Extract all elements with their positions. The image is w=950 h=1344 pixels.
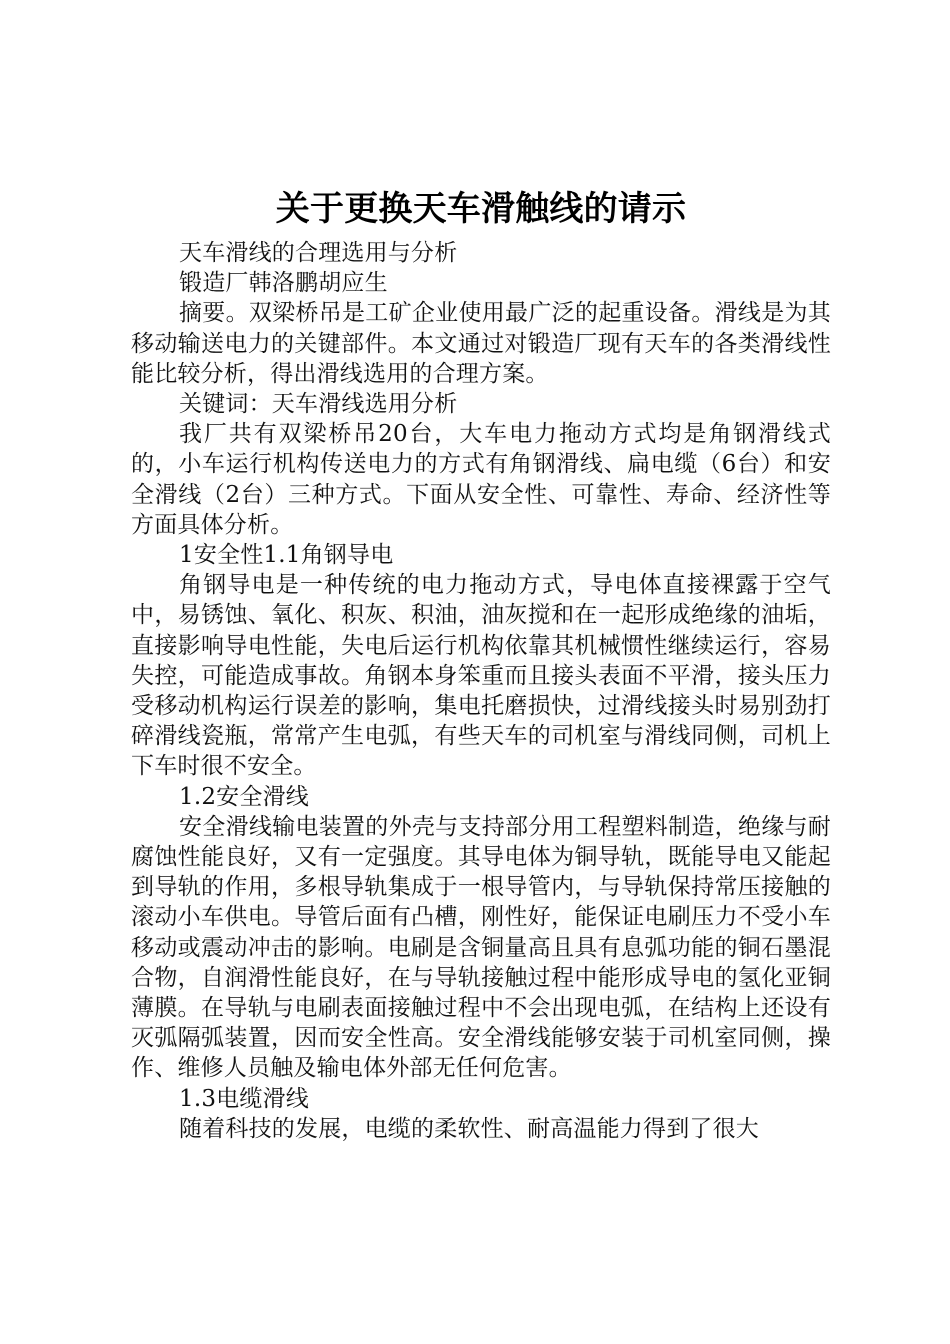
subtitle: 天车滑线的合理选用与分析 — [179, 240, 458, 266]
section-heading-1-3: 1.3电缆滑线 — [179, 1085, 309, 1112]
keywords: 关键词：天车滑线选用分析 — [179, 391, 458, 418]
authors: 锻造厂韩洛鹏胡应生 — [179, 270, 388, 297]
section-heading-1-2: 1.2安全滑线 — [179, 783, 309, 810]
abstract-paragraph: 摘要。双梁桥吊是工矿企业使用最广泛的起重设备。滑线是为其移动输送电力的关键部件。本文通过对锻造厂现有天车的各类滑线性能比较分析，得出滑线选用的合理方案。 — [131, 300, 831, 387]
section-paragraph-1-3: 随着科技的发展，电缆的柔软性、耐高温能力得到了很大 — [179, 1115, 759, 1142]
section-paragraph-1-2: 安全滑线输电装置的外壳与支持部分用工程塑料制造，绝缘与耐腐蚀性能良好，又有一定强度。其导电体为铜导轨，既能导电又能起到导轨的作用，多根导轨集成于一根导管内，与导轨保持常压接触的滚动小车供电。导管后面有凸槽，刚性好，能保证电刷压力不受小车移动或震动冲击的影响。电刷是含铜量高且具有息弧功能的铜石墨混合物，自润滑性能良好，在与导轨接触过程中能形成导电的氢化亚铜薄膜。在导轨与电刷表面接触过程中不会出现电弧，在结构上还设有灭弧隔弧装置，因而安全性高。安全滑线能够安装于司机室同侧，操作、维修人员触及输电体外部无任何危害。 — [131, 813, 831, 1082]
document-title: 关于更换天车滑触线的请示 — [275, 189, 687, 229]
intro-paragraph: 我厂共有双梁桥吊20台，大车电力拖动方式均是角钢滑线式的，小车运行机构传送电力的方式有角钢滑线、扁电缆（6台）和安全滑线（2台）三种方式。下面从安全性、可靠性、寿命、经济性等方面具体分析。 — [131, 421, 831, 538]
document-page — [131, 180, 831, 1144]
section-heading-1-1: 1安全性1.1角钢导电 — [179, 542, 394, 569]
section-paragraph-1-1: 角钢导电是一种传统的电力拖动方式，导电体直接裸露于空气中，易锈蚀、氧化、积灰、积油，油灰搅和在一起形成绝缘的油垢，直接影响导电性能，失电后运行机构依靠其机械惯性继续运行，容易失控，可能造成事故。角钢本身笨重而且接头表面不平滑，接头压力受移动机构运行误差的影响，集电托磨损快，过滑线接头时易别劲打碎滑线瓷瓶，常常产生电弧，有些天车的司机室与滑线同侧，司机上下车时很不安全。 — [131, 572, 831, 780]
